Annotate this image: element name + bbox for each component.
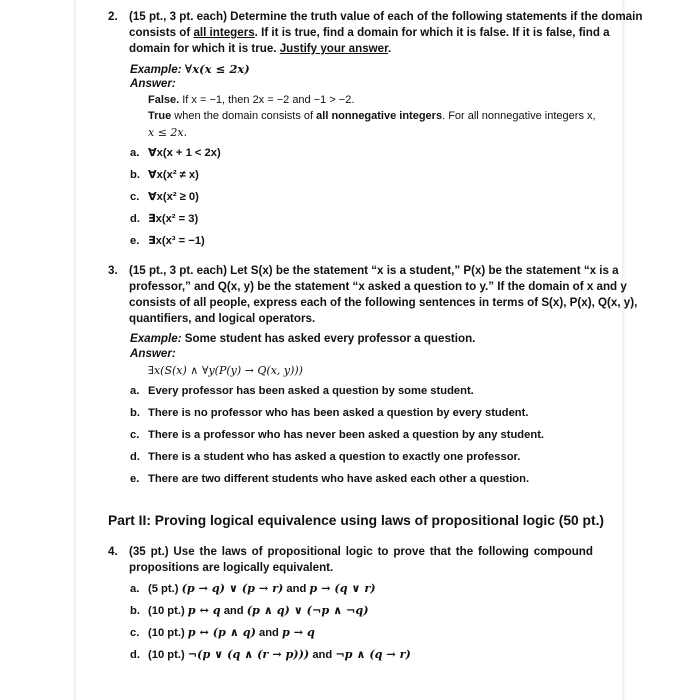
answer-line: True when the domain consists of all nonnegative integers. For all nonnegative integers x, xyxy=(148,110,596,122)
formula: p ↔ (p ∧ q) xyxy=(187,625,256,639)
formula: p → q xyxy=(281,625,315,639)
example-line: Example: Some student has asked every professor a question. xyxy=(130,332,476,345)
question-text-line: (15 pt., 3 pt. each) Determine the truth value of each of the following statements if the domain xyxy=(129,10,643,23)
question-number: 4. xyxy=(108,545,118,558)
list-item: c. There is a professor who has never been asked a question by any student. xyxy=(130,429,545,441)
question-text-line: professor,” and Q(x, y) be the statement “x asked a question to y.” If the domain of x and y xyxy=(129,280,627,293)
question-text-line: quantifiers, and logical operators. xyxy=(129,312,316,325)
list-item: b. There is no professor who has been asked a question by every student. xyxy=(130,407,529,419)
example-line: Example: ∀x(x ≤ 2x) xyxy=(130,62,250,76)
formula: ∃x(S(x) ∧ ∀y(P(y) → Q(x, y))) xyxy=(148,364,303,377)
formula: (p ∧ q) ∨ (¬p ∧ ¬q) xyxy=(246,603,369,617)
page-shadow-right xyxy=(622,0,626,700)
answer-line: x ≤ 2x. xyxy=(148,126,188,139)
question-number: 3. xyxy=(108,264,118,277)
list-item: a. Every professor has been asked a question by some student. xyxy=(130,385,474,397)
formula: p ↔ q xyxy=(187,603,221,617)
answer-label: Answer: xyxy=(130,77,176,90)
question-number: 2. xyxy=(108,10,118,23)
question-text-line: (15 pt., 3 pt. each) Let S(x) be the statement “x is a student,” P(x) be the statement “x is a xyxy=(129,264,619,277)
list-item: c. ∀x(x² ≥ 0) xyxy=(130,191,199,203)
question-text-line: consists of all people, express each of the following sentences in terms of S(x), P(x), Q(x, y), xyxy=(129,296,638,309)
formula: ∀x(x ≤ 2x) xyxy=(184,62,250,76)
list-item: e. There are two different students who have asked each other a question. xyxy=(130,473,530,485)
list-item: d. There is a student who has asked a question to exactly one professor. xyxy=(130,451,521,463)
list-item: b. (10 pt.) p ↔ q and (p ∧ q) ∨ (¬p ∧ ¬q) xyxy=(130,603,369,617)
answer-label: Answer: xyxy=(130,347,176,360)
underlined-phrase: Justify your answer xyxy=(279,42,388,55)
question-text-line: consists of all integers. If it is true, find a domain for which it is false. If it is false, find a xyxy=(129,26,610,39)
list-item: d. ∃x(x² = 3) xyxy=(130,213,199,225)
answer-line: False. If x = −1, then 2x = −2 and −1 > −2. xyxy=(148,94,355,106)
list-item: a. ∀x(x + 1 < 2x) xyxy=(130,147,221,159)
question-text-line: (35 pt.) Use the laws of propositional logic to prove that the following compound xyxy=(129,545,593,558)
formula: ¬p ∧ (q → r) xyxy=(335,647,411,661)
list-item: c. (10 pt.) p ↔ (p ∧ q) and p → q xyxy=(130,625,315,639)
section-heading: Part II: Proving logical equivalence using laws of propositional logic (50 pt.) xyxy=(108,513,605,528)
formula: (p → q) ∨ (p → r) xyxy=(181,581,284,595)
formula: p → (q ∨ r) xyxy=(309,581,376,595)
list-item: a. (5 pt.) (p → q) ∨ (p → r) and p → (q ∨ r) xyxy=(130,581,376,595)
formula: ¬(p ∨ (q ∧ (r → p))) xyxy=(187,647,310,661)
underlined-phrase: all integers xyxy=(193,26,255,39)
question-text-line: propositions are logically equivalent. xyxy=(129,561,334,574)
list-item: d. (10 pt.) ¬(p ∨ (q ∧ (r → p))) and ¬p ∧ (q → r) xyxy=(130,647,411,661)
question-text-line: domain for which it is true. Justify your answer. xyxy=(129,42,392,55)
list-item: e. ∃x(x³ = −1) xyxy=(130,235,205,247)
list-item: b. ∀x(x² ≠ x) xyxy=(130,169,199,181)
